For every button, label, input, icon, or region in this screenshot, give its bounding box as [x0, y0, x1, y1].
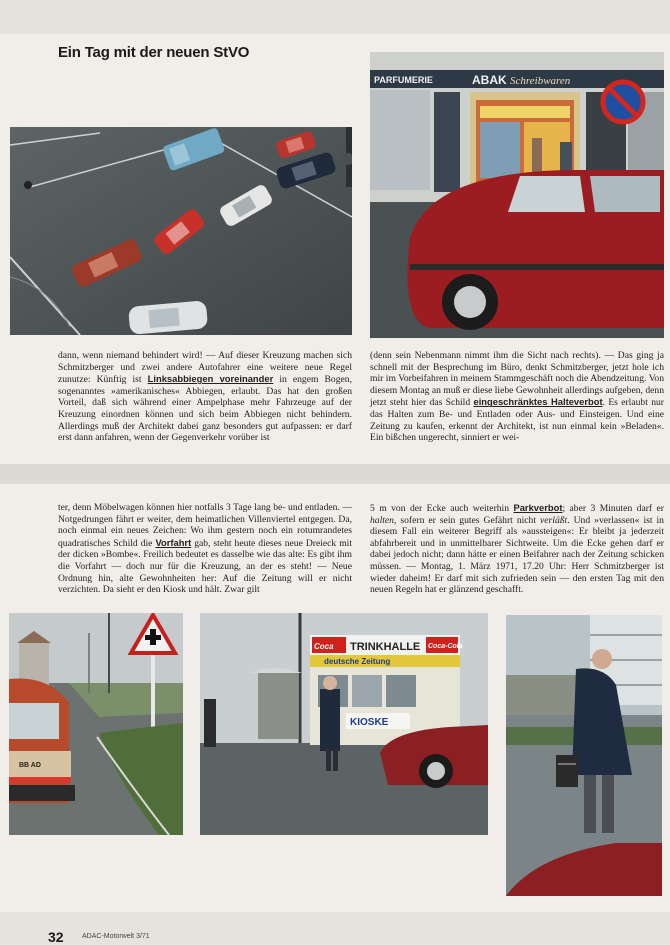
sign-abak: ABAK	[472, 73, 507, 87]
col4-text-d: . Und »verlassen« ist in diesem Fall ein weiterer Begriff als »aussteigen«: Er bleibt ja jederzeit abfahrbereit und in unmittelbarer Sichtweite. Um die Ecke gehen darf er dabei jedoch nicht; dann hätte er einen Beifahrer nach der Zeitung schicken müssen. — Montag, 1. März 1971, 17.20 Uhr: Herr Schmitzberger ist wieder daheim! Er darf mit sich zufrieden sein — den ersten Tag mit den neuen Regeln hat er glänzend geschafft.	[370, 514, 664, 596]
page-top-margin	[0, 0, 670, 34]
sign-coca-left: Coca	[314, 642, 334, 651]
text-column-1	[58, 350, 352, 454]
col3-highlight: Vorfahrt	[155, 536, 192, 548]
col4-text-b: ; aber 3 Minuten darf er	[562, 503, 665, 514]
sign-kiosk: KIOSKE	[350, 717, 389, 728]
photo-kiosk	[200, 613, 488, 835]
col4-text-a: 5 m von der Ecke auch weiterhin	[370, 503, 514, 514]
article-title: Ein Tag mit der neuen StVO	[58, 44, 250, 61]
col4-italic-verlaesst: verläßt	[540, 514, 568, 526]
sign-parfumerie: PARFUMERIE	[374, 75, 433, 85]
sign-schreibwaren: Schreibwaren	[510, 75, 571, 87]
col1-highlight: Linksabbiegen voreinander	[147, 373, 274, 385]
text-column-2	[370, 350, 664, 454]
col2-highlight: eingeschränktes Halteverbot	[473, 396, 603, 408]
col4-highlight: Parkverbot	[513, 502, 563, 513]
col2-text-a: (denn sein Nebenmann nimmt ihm die Sicht nach rechts). — Das ging ja schnell mit der Besprechung im Büro, denkt Schmitzberger, jetzt hole ich mir im Vorbeifahren in meinem Stammgeschäft noch die Abendzeitung. Von diesem Montag an muß er diese liebe Gewohnheit allerdings aufgeben, denn jetzt steht hier das Schild	[370, 350, 664, 409]
photo-intersection	[10, 127, 352, 335]
text-column-3	[58, 502, 352, 606]
col3-text-b: gab, steht heute dieses neue Dreieck mit der dicken »Bombe«. Freilich bedeutet es dasselbe wie das alte: Es gibt ihm die Vorfahrt — doch nur für die Kreuzung, an der es steht! — Neue Ordnung hin, alte Gewohnheiten her: Auf die Zeitung will er nicht verzichten. Da sieht er den Kiosk und hält. Zwar gilt	[58, 537, 352, 596]
photo-man-briefcase	[506, 615, 662, 896]
text-column-4	[370, 502, 664, 606]
page-fold	[0, 464, 670, 484]
sign-coca-right: Coca-Cola	[428, 643, 463, 650]
magazine-name: ADAC-Motorwelt 3/71	[82, 933, 150, 940]
col2-text-b: . Es erlaubt nur das Halten zum Be- und Entladen oder Aus- und Einsteigen. Und eine Zeitung zu kaufen, erkennt der Architekt, ist nun einmal kein »Beladen«. Ein bißchen ungerecht, sinniert er wei-	[370, 397, 664, 444]
col3-text-a: ter, denn Möbelwagen können hier notfalls 3 Tage lang be- und entladen. — Notgedrungen fährt er weiter, dem heimatlichen Villenviertel entgegen. Da, noch einmal ein neues Zeichen: Wo ihm gestern noch ein rotumrandetes quadratisches Schild die	[58, 502, 352, 549]
sign-trinkhalle: TRINKHALLE	[350, 641, 421, 653]
col1-text-a: dann, wenn niemand behindert wird! — Auf dieser Kreuzung machen sich Schmitzberger und zwei andere Autofahrer eine weitere neue Regel zunutze: Künftig ist	[58, 350, 352, 386]
col4-text-c: , sofern er sein gutes Gefährt nicht	[393, 514, 541, 526]
page-number: 32	[48, 929, 64, 945]
photo-shop-street	[370, 52, 664, 338]
photo-priority-sign	[9, 613, 183, 835]
col4-italic-halten: halten	[370, 514, 394, 526]
col1-text-b: in engem Bogen, sogenanntes »amerikanisches« Abbiegen, erlaubt. Das hat den großen Vorteil, daß sich während einer Ampelphase mehr Fahrzeuge auf der Kreuzung einordnen können und sich beim Abbiegen nicht behindern. Allerdings muß der Architekt dabei ganz besonders gut aufpassen: er darf erst dann anfahren, wenn der Gegenverkehr vorüber ist	[58, 374, 352, 444]
car-plate: BB AD	[19, 762, 41, 769]
sign-zeitung: deutsche Zeitung	[324, 657, 391, 666]
